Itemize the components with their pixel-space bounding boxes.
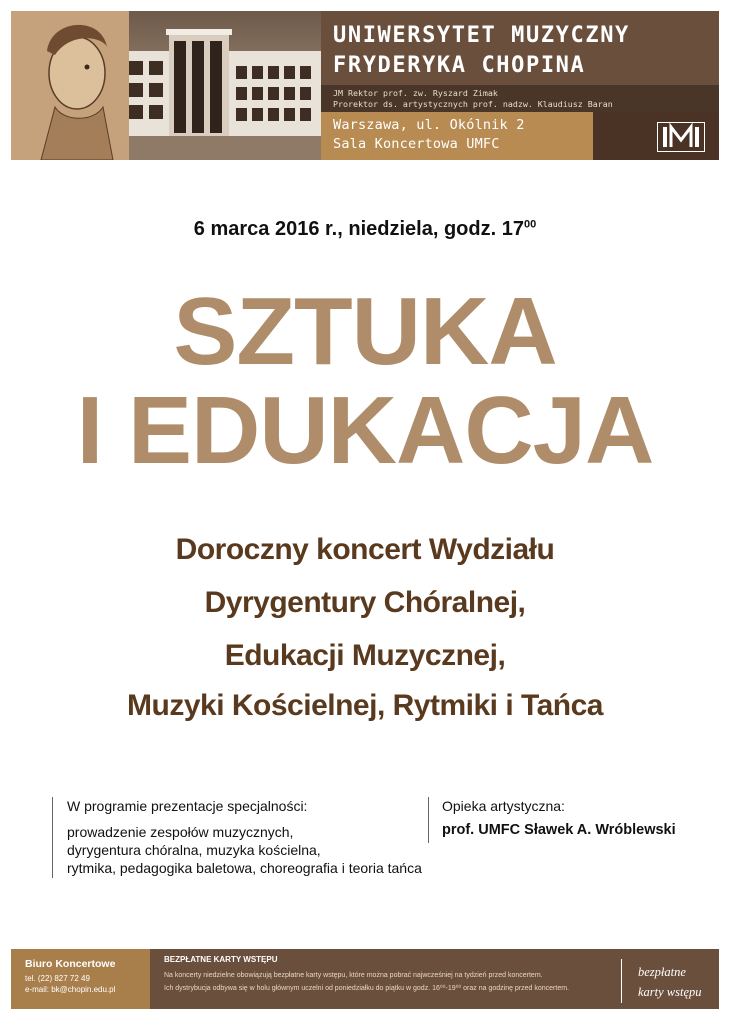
- rector-text: JM Rektor prof. zw. Ryszard Zimak: [333, 88, 498, 98]
- tickets-info-line1: Na koncerty niedzielne obowiązują bezpłatne karty wstępu, które można pobrać najwcześniej na tydzień przed koncertem.: [164, 972, 543, 979]
- header-photo: [11, 11, 321, 160]
- header-banner: [11, 11, 719, 160]
- program-block: [52, 797, 422, 878]
- footer-divider: [621, 959, 622, 1003]
- concert-subtitle-line2: Dyrygentury Chóralnej,: [204, 586, 526, 619]
- concert-subtitle-line1: Doroczny koncert Wydziału: [175, 533, 555, 566]
- umfc-logo-icon: [657, 122, 705, 152]
- event-date-minutes: 00: [523, 218, 537, 231]
- concert-office-email: e-mail: bk@chopin.edu.pl: [25, 985, 116, 994]
- concert-subtitle-line4: Muzyki Kościelnej, Rytmiki i Tańca: [127, 689, 603, 722]
- tickets-title: BEZPŁATNE KARTY WSTĘPU: [164, 955, 278, 964]
- footer-banner: [11, 949, 719, 1009]
- university-name-line2: FRYDERYKA CHOPINA: [333, 53, 586, 78]
- program-line: prowadzenie zespołów muzycznych,: [67, 824, 294, 840]
- prorector-text: Prorektor ds. artystycznych prof. nadzw. Klaudiusz Baran: [333, 99, 613, 109]
- tickets-info-line2: Ich dystrybucja odbywa się w holu głównym uczelni od poniedziałku do piątku w godz. 16⁰⁰-19⁰⁰ oraz na godzinę przed koncertem.: [164, 985, 570, 992]
- logo-panel: [593, 112, 719, 160]
- event-date-text: 6 marca 2016 r., niedziela, godz. 17: [193, 218, 524, 240]
- concert-subtitle-line3: Edukacji Muzycznej,: [224, 639, 506, 672]
- program-line: rytmika, pedagogika baletowa, choreografia i teoria tańca: [67, 860, 422, 876]
- artistic-care-name: prof. UMFC Sławek A. Wróblewski: [442, 822, 676, 838]
- program-line: dyrygentura chóralna, muzyka kościelna,: [67, 842, 321, 858]
- concert-title-line1: SZTUKA: [173, 278, 557, 385]
- free-tickets-line2: karty wstępu: [638, 985, 702, 999]
- concert-title-line2: I EDUKACJA: [76, 377, 654, 484]
- venue-panel: [321, 112, 593, 160]
- concert-office-phone: tel. (22) 827 72 49: [25, 974, 90, 983]
- tickets-panel: [150, 949, 719, 1009]
- event-date: [0, 218, 730, 241]
- artistic-care-heading: Opieka artystyczna:: [442, 798, 565, 814]
- building-photo-icon: [11, 11, 321, 160]
- program-heading: W programie prezentacje specjalności:: [67, 798, 308, 814]
- venue-hall: Sala Koncertowa UMFC: [333, 136, 500, 152]
- concert-office-title: Biuro Koncertowe: [25, 958, 116, 970]
- free-tickets-line1: bezpłatne: [638, 965, 686, 979]
- concert-office-panel: [11, 949, 150, 1009]
- university-name-line1: UNIWERSYTET MUZYCZNY: [333, 23, 630, 48]
- artistic-care-block: [428, 797, 676, 843]
- venue-address: Warszawa, ul. Okólnik 2: [333, 117, 525, 133]
- authorities-panel: [321, 85, 719, 112]
- university-name-panel: [321, 11, 719, 85]
